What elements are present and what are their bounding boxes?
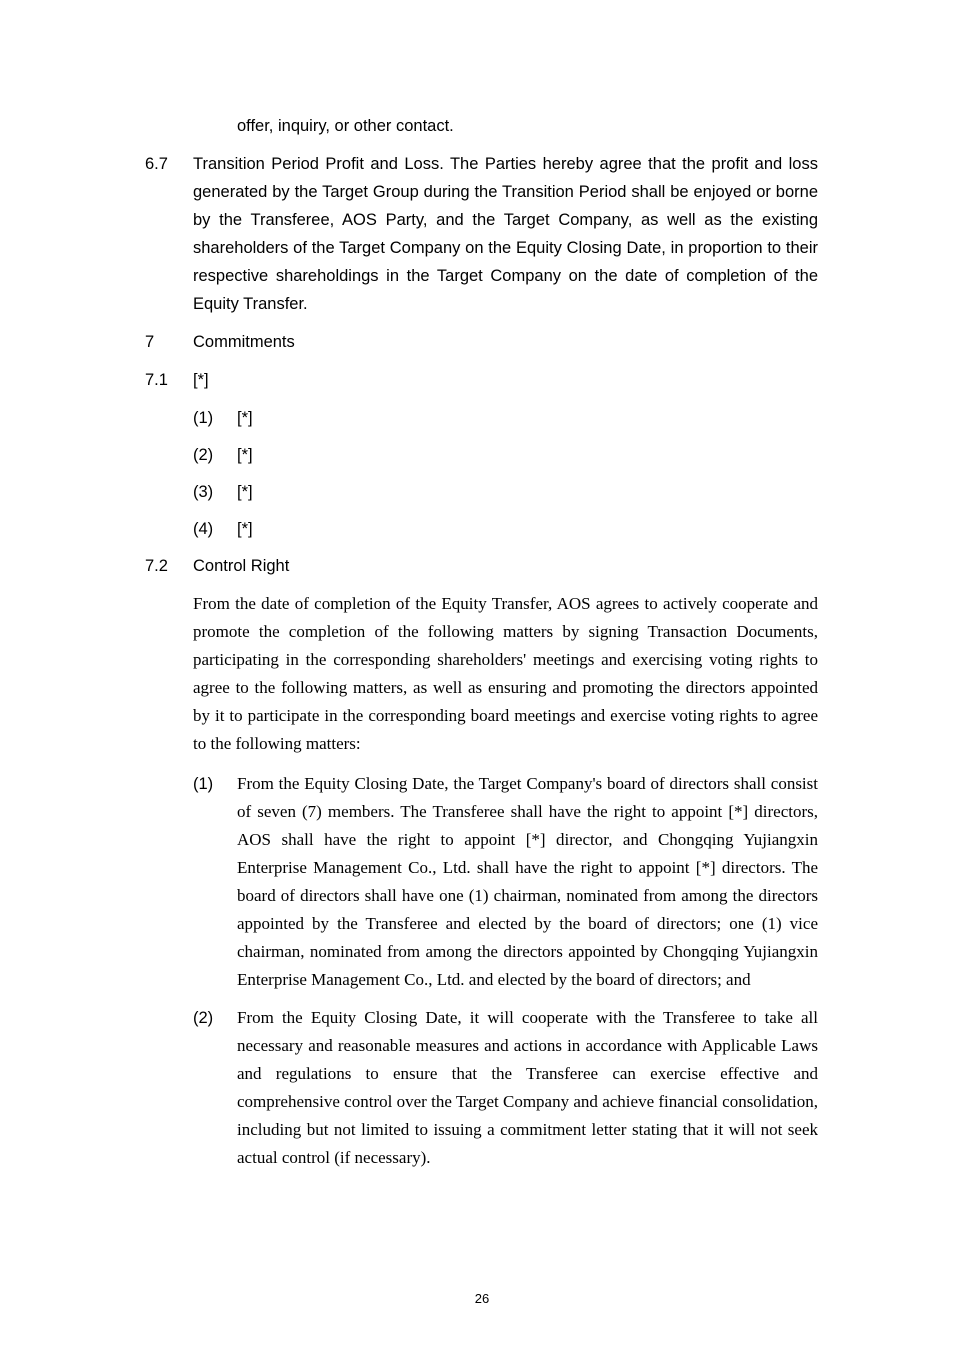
section-number: 7.1 bbox=[145, 371, 168, 389]
list-item-text: [*] bbox=[237, 409, 253, 427]
list-item-text: From the Equity Closing Date, it will cooperate with the Transferee to take all necessary and reasonable measures and actions in accordance with Applicable Laws and regulations to ensure that the Transferee can exercise effective and comprehensive control over the Target Company and achieve financial consolidation, including but not limited to issuing a commitment letter stating that it will not seek actual control (if necessary). bbox=[237, 1008, 818, 1167]
section-number: 6.7 bbox=[145, 155, 168, 173]
list-item-text: From the Equity Closing Date, the Target Company's board of directors shall consist of seven (7) members. The Transferee shall have the right to appoint [*] directors, AOS shall have the right to appoint [*] director, and Chongqing Yujiangxin Enterprise Management Co., Ltd. shall have the right to appoint [*] directors. The board of directors shall have one (1) chairman, nominated from among the directors appointed by the Transferee and elected by the board of directors; one (1) vice chairman, nominated from among the directors appointed by Chongqing Yujiangxin Enterprise Management Co., Ltd. and elected by the board of directors; and bbox=[237, 774, 818, 989]
list-item-marker: (1) bbox=[193, 409, 214, 427]
section-heading: Commitments bbox=[193, 333, 295, 351]
section-heading: Control Right bbox=[193, 557, 290, 575]
continuation-line: offer, inquiry, or other contact. bbox=[237, 117, 454, 135]
list-item bbox=[193, 404, 818, 432]
section-7-1-list bbox=[193, 404, 818, 543]
page-number: 26 bbox=[474, 1291, 490, 1306]
list-item-marker: (2) bbox=[193, 446, 214, 464]
section-7-2-list bbox=[193, 770, 818, 1172]
section-7-2-intro: From the date of completion of the Equity Transfer, AOS agrees to actively cooperate and promote the completion of the following matters by signing Transaction Documents, participating in the corresponding shareholders' meetings and exercising voting rights to agree to the following matters, as well as ensuring and promoting the directors appointed by it to participate in the corresponding board meetings and exercise voting rights to agree to the following matters: bbox=[193, 594, 818, 753]
list-item-marker: (1) bbox=[193, 775, 214, 793]
list-item-text: [*] bbox=[237, 446, 253, 464]
section-number: 7.2 bbox=[145, 557, 168, 575]
list-item-marker: (3) bbox=[193, 483, 214, 501]
list-item bbox=[193, 770, 818, 994]
section-heading: [*] bbox=[193, 371, 209, 389]
section-6-7 bbox=[145, 150, 818, 318]
list-item bbox=[193, 478, 818, 506]
list-item bbox=[193, 441, 818, 469]
section-7-2 bbox=[145, 552, 818, 580]
section-7-1 bbox=[145, 366, 818, 394]
list-item bbox=[193, 515, 818, 543]
list-item-text: [*] bbox=[237, 520, 253, 538]
list-item-marker: (4) bbox=[193, 520, 214, 538]
list-item-text: [*] bbox=[237, 483, 253, 501]
section-number: 7 bbox=[145, 333, 155, 351]
section-7 bbox=[145, 328, 818, 356]
list-item-marker: (2) bbox=[193, 1009, 214, 1027]
section-text: Transition Period Profit and Loss. The Parties hereby agree that the profit and loss generated by the Target Group during the Transition Period shall be enjoyed or borne by the Transferee, AOS Party, and the Target Company, as well as the existing shareholders of the Target Company on the Equity Closing Date, in proportion to their respective shareholdings in the Target Company on the date of completion of the Equity Transfer. bbox=[193, 155, 818, 313]
list-item bbox=[193, 1004, 818, 1172]
